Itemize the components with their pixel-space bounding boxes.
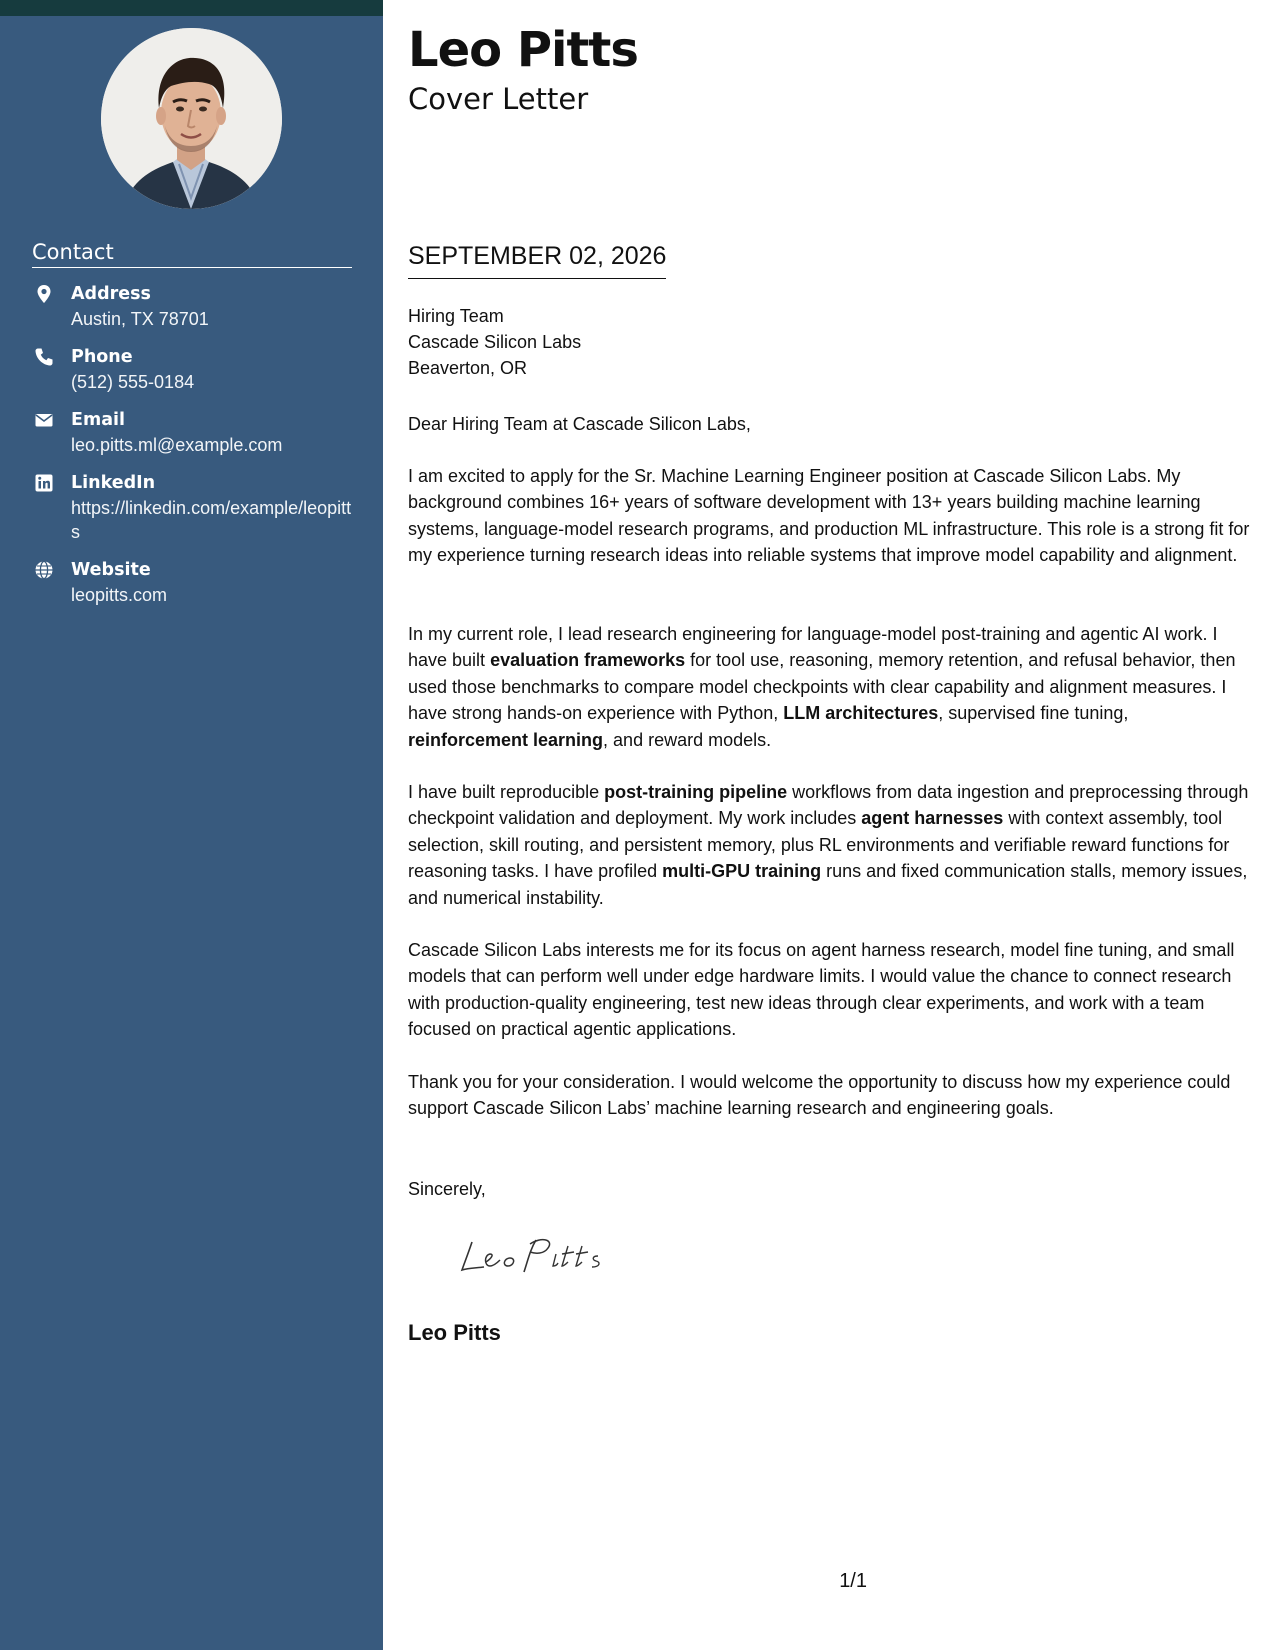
- contact-label: Email: [71, 410, 125, 430]
- avatar: [101, 28, 282, 209]
- linkedin-link[interactable]: https://linkedin.com/example/leopitts: [71, 498, 352, 542]
- phone-icon: [34, 347, 54, 367]
- handwritten-signature: [458, 1232, 628, 1280]
- map-pin-icon: [34, 284, 54, 304]
- sidebar-top-bar: [0, 0, 383, 16]
- contact-label: Website: [71, 560, 151, 580]
- recipient-company: Cascade Silicon Labs: [408, 332, 582, 352]
- contact-label: LinkedIn: [71, 473, 156, 493]
- contact-label: Phone: [71, 347, 133, 367]
- closing: Sincerely,: [408, 1179, 486, 1199]
- sidebar: [0, 0, 383, 1650]
- contact-section: [32, 240, 352, 621]
- recipient-location: Beaverton, OR: [408, 358, 528, 378]
- phone-value[interactable]: (512) 555-0184: [71, 372, 195, 392]
- paragraph-current-role: In my current role, I lead research engineering for language-model post-training and agentic AI work. I have built evaluation frameworks for tool use, reasoning, memory retention, and refusal behavior, then used those benchmarks to compare model checkpoints with clear capability and alignment measures. I have strong hands-on experience with Python, LLM architectures, supervised fine tuning, reinforcement learning, and reward models.: [408, 624, 1236, 750]
- recipient-block: [408, 303, 581, 381]
- highlight-text: multi-GPU training: [662, 861, 822, 882]
- globe-icon: [34, 560, 54, 580]
- contact-item-website: [32, 558, 352, 607]
- highlight-text: post-training pipeline: [604, 782, 788, 802]
- highlight-text: agent harnesses: [861, 808, 1004, 829]
- paragraph-intro: I am excited to apply for the Sr. Machine Learning Engineer position at Cascade Silicon Labs. My background combines 16+ years of software development with 13+ years building machine learning systems, language-model research programs, and production ML infrastructure. This role is a strong fit for my experience turning research ideas into reliable systems that improve model capability and alignment.: [408, 466, 1250, 566]
- contact-item-phone: [32, 345, 352, 394]
- paragraph-thanks: Thank you for your consideration. I would welcome the opportunity to discuss how my experience could support Cascade Silicon Labs’ machine learning research and engineering goals.: [408, 1072, 1231, 1119]
- page-number: 1/1: [839, 1570, 867, 1592]
- contact-item-linkedin: [32, 471, 352, 544]
- contact-item-address: [32, 282, 352, 331]
- envelope-icon: [34, 410, 54, 430]
- paragraph-pipelines: I have built reproducible post-training pipeline workflows from data ingestion and preprocessing through checkpoint validation and deployment. My work includes agent harnesses with context assembly, tool selection, skill routing, and persistent memory, plus RL environments and verifiable reward functions for reasoning tasks. I have profiled multi-GPU training runs and fixed communication stalls, memory issues, and numerical instability.: [408, 782, 1249, 908]
- document-subtitle: Cover Letter: [408, 82, 589, 116]
- contact-label: Address: [71, 284, 151, 304]
- contact-item-email: [32, 408, 352, 457]
- email-value[interactable]: leo.pitts.ml@example.com: [71, 435, 283, 455]
- highlight-text: evaluation frameworks: [490, 650, 686, 671]
- recipient-line: Hiring Team: [408, 306, 504, 326]
- letter-date: SEPTEMBER 02, 2026: [408, 242, 666, 279]
- contact-heading: Contact: [32, 240, 352, 268]
- address-value: Austin, TX 78701: [71, 309, 209, 329]
- applicant-name: Leo Pitts: [408, 22, 638, 78]
- paragraph-company-interest: Cascade Silicon Labs interests me for its focus on agent harness research, model fine tuning, and small models that can perform well under edge hardware limits. I would value the chance to connect research with production-quality engineering, test new ideas through clear experiments, and work with a team focused on practical agentic applications.: [408, 940, 1235, 1040]
- salutation: Dear Hiring Team at Cascade Silicon Labs,: [408, 414, 751, 434]
- linkedin-icon: [34, 473, 54, 493]
- signed-name: Leo Pitts: [408, 1320, 501, 1345]
- profile-photo: [101, 28, 282, 209]
- highlight-text: reinforcement learning: [408, 729, 604, 750]
- highlight-text: LLM architectures: [783, 703, 939, 724]
- website-link[interactable]: leopitts.com: [71, 585, 168, 605]
